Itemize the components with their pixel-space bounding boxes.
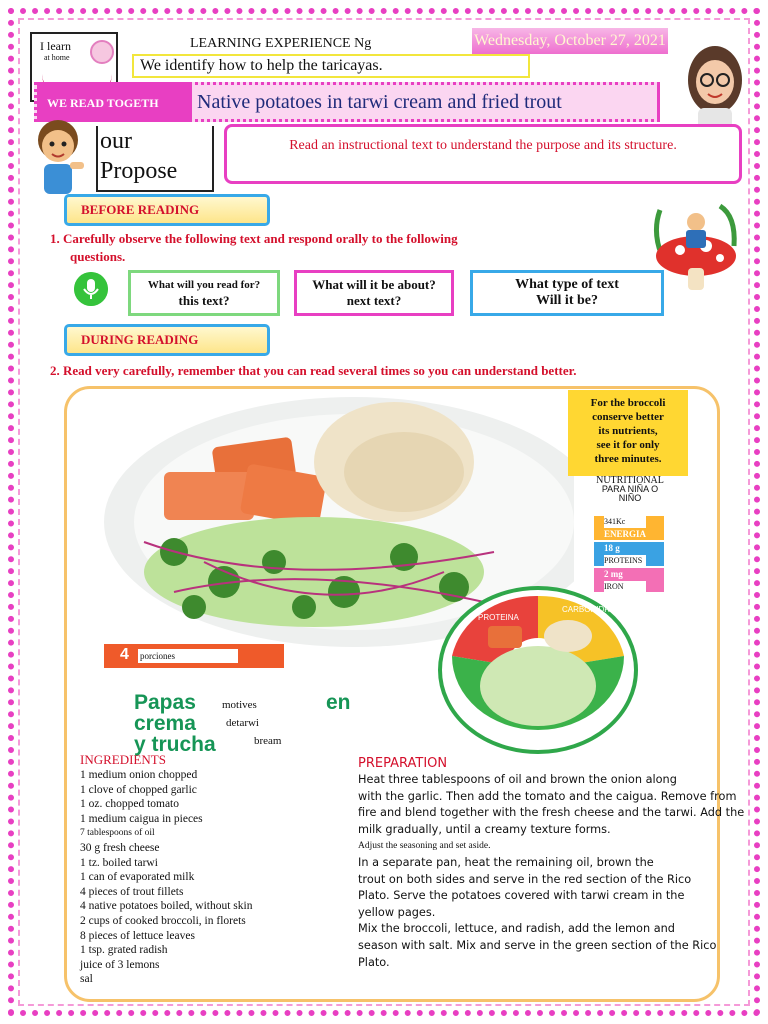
nutrition-tag: PROTEINS — [604, 555, 646, 567]
ingredients-list — [80, 752, 340, 987]
tip-line: its nutrients, — [598, 425, 658, 437]
logo-icon — [90, 40, 114, 64]
section-label: WE READ TOGETH — [47, 96, 159, 110]
nutrition-tag: ENERGIA — [604, 529, 647, 539]
list-item: 1 medium onion chopped — [80, 769, 198, 781]
portions-badge — [104, 644, 284, 668]
nutrition-subtitle: PARA NIÑA O NIÑO — [601, 484, 659, 503]
during-reading-banner: DURING READING — [64, 324, 270, 356]
logo-line2: at home — [44, 53, 70, 62]
broccoli-tip — [568, 390, 688, 476]
before-reading-instruction — [50, 230, 530, 266]
tip-line: conserve better — [592, 411, 664, 423]
nutrition-heading — [594, 476, 666, 503]
portions-text: porciones — [138, 649, 238, 663]
preparation-line: with the garlic. Then add the tomato and the caigua. Remove from — [358, 789, 737, 803]
list-item: 1 medium caigua in pieces — [80, 812, 203, 825]
list-item: 8 pieces of lettuce leaves — [80, 929, 195, 942]
preparation-line: yellow pages. — [358, 905, 436, 919]
before-reading-banner: BEFORE READING — [64, 194, 270, 226]
tip-line: see it for only — [596, 439, 660, 451]
question-line1: What will you read for? — [147, 279, 261, 291]
purpose-word1: our — [100, 128, 132, 154]
preparation-line: fire and blend together with the fresh cheese and the tarwi. Add the — [358, 806, 745, 820]
plate-label-vegetables: VERDURAS — [518, 735, 563, 744]
nutrition-value: 2 mg — [604, 569, 623, 579]
ingredients-heading: INGREDIENTS — [80, 752, 166, 767]
list-item: 4 pieces of trout fillets — [80, 885, 184, 898]
title-line3: y trucha — [134, 733, 216, 756]
question-box — [470, 270, 664, 316]
question-line2: this text? — [178, 293, 230, 308]
title-line1: Papas — [134, 691, 196, 714]
boy-pointing-icon — [30, 116, 86, 202]
list-item: 1 clove of chopped garlic — [80, 783, 197, 796]
title-overlay-word: motives — [220, 698, 322, 712]
preparation-line: trout on both sides and serve in the red section of the Rico — [358, 872, 692, 886]
question-box — [128, 270, 280, 316]
portions-number: 4 — [120, 646, 129, 663]
question-box — [294, 270, 454, 316]
list-item: 7 tablespoons of oil — [80, 828, 155, 839]
nutrition-tag: IRON — [604, 581, 646, 593]
list-item: 1 oz. chopped tomato — [80, 798, 180, 811]
date-banner: Wednesday, October 27, 2021 — [472, 28, 668, 54]
question-line2: next text? — [346, 293, 402, 308]
learning-experience-label: LEARNING EXPERIENCE Ng — [190, 36, 372, 51]
preparation-line: Adjust the seasoning and set aside. — [358, 841, 491, 852]
list-item: juice of 3 lemons — [80, 958, 160, 971]
during-reading-instruction: 2. Read very carefully, remember that you can read several times so you can understand better. — [50, 363, 577, 378]
title-overlay-word: detarwi — [224, 716, 276, 730]
preparation-line: Plato. Serve the potatoes covered with tarwi cream in the — [358, 889, 685, 903]
title-overlay-word: bream — [252, 734, 352, 748]
tip-line: three minutes. — [594, 453, 662, 465]
plate-label-protein: PROTEINA — [478, 613, 519, 622]
reading-mushroom-icon — [650, 196, 742, 294]
teacher-avatar-icon — [686, 44, 744, 130]
plate-label-carbs: CARBOHIDRATOS — [562, 605, 632, 614]
preparation-line: In a separate pan, heat the remaining oil, brown the — [358, 855, 654, 869]
list-item: 30 g fresh cheese — [80, 841, 160, 854]
tip-line: For the broccoli — [590, 397, 666, 409]
microphone-icon — [74, 272, 108, 306]
list-item: 1 tz. boiled tarwi — [80, 856, 158, 869]
list-item: 1 can of evaporated milk — [80, 871, 195, 884]
nutrition-energy — [594, 516, 664, 540]
purpose-heading — [96, 126, 214, 192]
nutrition-value: 18 g — [604, 543, 620, 553]
question-line1: What type of text — [515, 277, 619, 292]
preparation-steps — [358, 756, 746, 971]
preparation-line: Mix the broccoli, lettuce, and radish, add the lemon and — [358, 922, 675, 936]
nutrition-title: NUTRITIONAL — [596, 475, 664, 486]
section-title: Native potatoes in tarwi cream and fried trout — [197, 91, 562, 113]
preparation-line: season with salt. Mix and serve in the green section of the Rico — [358, 938, 717, 952]
rico-plato-icon — [438, 586, 638, 754]
nutrition-protein — [594, 542, 664, 566]
preparation-heading: PREPARATION — [358, 756, 448, 771]
preparation-line: Heat three tablespoons of oil and brown the onion along — [358, 773, 677, 786]
instruction-line1: 1. Carefully observe the following text and respond orally to the following — [50, 231, 458, 246]
purpose-statement: Read an instructional text to understand the purpose and its structure. — [224, 124, 742, 184]
instruction-line2: questions. — [70, 249, 126, 264]
list-item: 4 native potatoes boiled, without skin — [80, 900, 253, 913]
preparation-line: Plato. — [358, 955, 390, 969]
list-item: 1 tsp. grated radish — [80, 944, 168, 957]
question-line2: Will it be? — [536, 293, 598, 308]
title-line1-end: en — [326, 691, 351, 714]
preparation-line: milk gradually, until a creamy texture forms. — [358, 822, 611, 836]
logo-line1: I learn — [40, 39, 71, 53]
purpose-word2: Propose — [100, 158, 178, 184]
section-banner — [34, 82, 660, 122]
nutrition-value: 341Kc — [604, 516, 646, 528]
identify-banner: We identify how to help the taricayas. — [132, 54, 530, 78]
list-item: sal — [80, 973, 93, 986]
title-line2: crema — [134, 712, 196, 735]
list-item: 2 cups of cooked broccoli, in florets — [80, 914, 246, 927]
question-line1: What will it be about? — [312, 277, 436, 292]
